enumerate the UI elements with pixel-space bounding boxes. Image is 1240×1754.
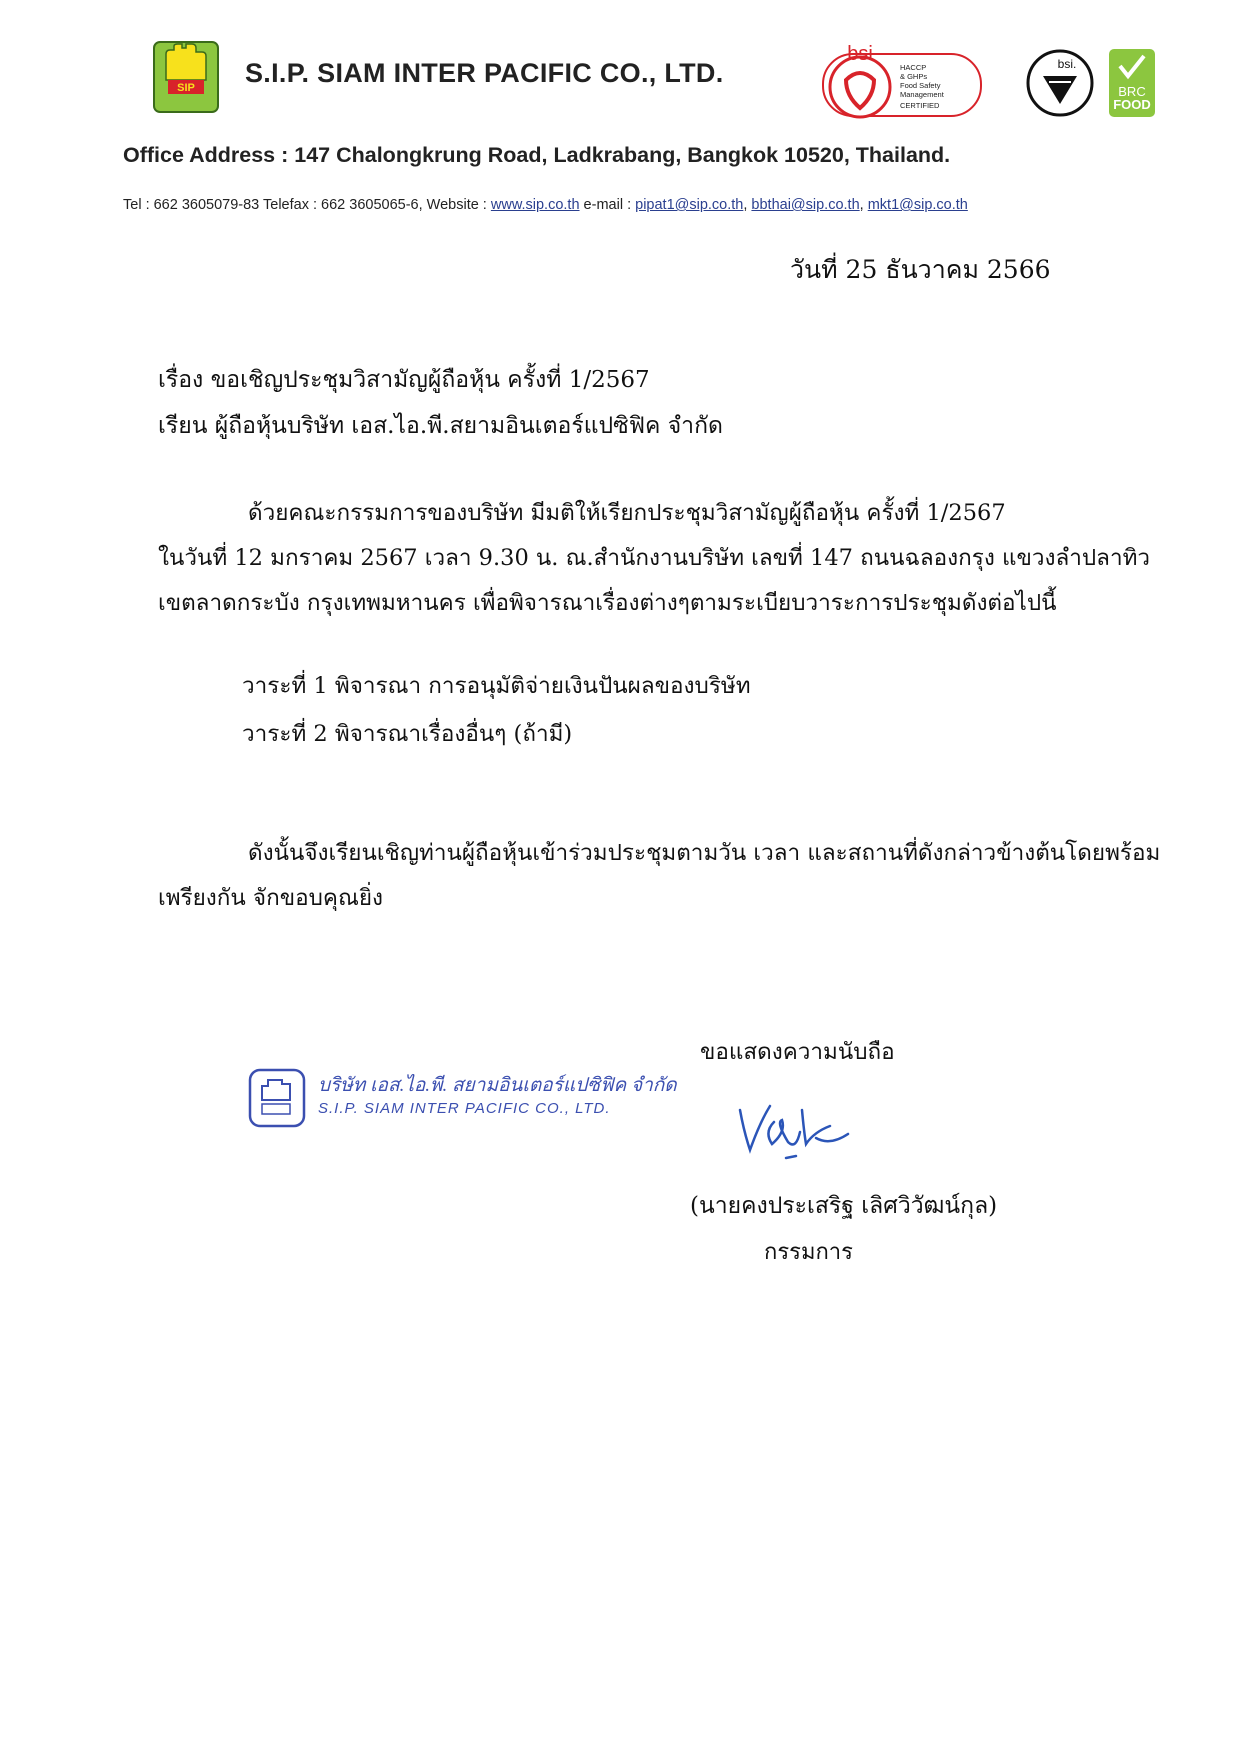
logo-text: SIP [177,82,195,94]
stamp-english-text: S.I.P. SIAM INTER PACIFIC CO., LTD. [318,1100,611,1117]
haccp-line: CERTIFIED [900,101,940,110]
signer-name: (นายคงประเสริฐ เลิศวิวัฒน์กุล) [690,1193,998,1219]
office-address: Office Address : 147 Chalongkrung Road, Ladkrabang, Bangkok 10520, Thailand. [123,143,951,167]
stamp-thai-text: บริษัท เอส.ไอ.พี. สยามอินเตอร์แปซิฟิค จำกัด [318,1075,677,1096]
handwritten-signature [730,1092,870,1162]
haccp-line: & GHPs [900,72,928,81]
contact-line: Tel : 662 3605079-83 Telefax : 662 3605065-6, Website : www.sip.co.th e-mail : pipat1@sip.co.th, bbthai@sip.co.th, mkt1@sip.co.th [123,197,968,213]
contact-prefix: Tel : 662 3605079-83 Telefax : 662 3605065-6, Website : [123,197,491,213]
closing-text: ขอแสดงความนับถือ [700,1039,895,1065]
agenda-item-2: วาระที่ 2 พิจารณาเรื่องอื่นๆ (ถ้ามี) [242,721,573,747]
haccp-line: HACCP [900,63,927,72]
email-label: e-mail : [579,197,636,213]
email-link-2[interactable]: bbthai@sip.co.th [751,197,860,213]
haccp-line: Management [900,90,944,99]
company-name: S.I.P. SIAM INTER PACIFIC CO., LTD. [245,58,724,88]
paragraph-line: ในวันที่ 12 มกราคม 2567 เวลา 9.30 น. ณ.สำนักงานบริษัท เลขที่ 147 ถนนฉลองกรุง แขวงลำปลาทิว [158,545,1151,571]
brc-line: FOOD [1113,97,1151,112]
letter-date: วันที่ 25 ธันวาคม 2566 [790,255,1051,284]
bsi-haccp-cert-logo [820,40,985,122]
brc-food-cert-logo [1108,48,1156,118]
paragraph-line: ด้วยคณะกรรมการของบริษัท มีมติให้เรียกประชุมวิสามัญผู้ถือหุ้น ครั้งที่ 1/2567 [248,500,1006,526]
body-paragraph-2 [158,831,1161,921]
email-link-3[interactable]: mkt1@sip.co.th [867,197,968,213]
brc-line: BRC [1118,84,1146,99]
paragraph-line: เพรียงกัน จักขอบคุณยิ่ง [158,885,384,911]
letter-subject: เรื่อง ขอเชิญประชุมวิสามัญผู้ถือหุ้น ครั้งที่ 1/2567 [158,367,650,393]
agenda-item-1: วาระที่ 1 พิจารณา การอนุมัติจ่ายเงินปันผลของบริษัท [242,673,751,699]
paragraph-line: ดังนั้นจึงเรียนเชิญท่านผู้ถือหุ้นเข้าร่วมประชุมตามวัน เวลา และสถานที่ดังกล่าวข้างต้นโดยพร้อม [248,840,1161,866]
bsi-label: bsi [847,43,873,65]
sip-company-logo [152,40,220,114]
email-link-1[interactable]: pipat1@sip.co.th [635,197,744,213]
website-link[interactable]: www.sip.co.th [490,197,580,213]
bsi-kitemark-logo [1025,48,1095,118]
signer-position: กรรมการ [764,1240,853,1265]
haccp-line: Food Safety [900,81,941,90]
letter-recipient: เรียน ผู้ถือหุ้นบริษัท เอส.ไอ.พี.สยามอินเตอร์แปซิฟิค จำกัด [158,413,723,439]
body-paragraph-1 [158,491,1151,626]
bsi2-label: bsi. [1057,57,1077,71]
paragraph-line: เขตลาดกระบัง กรุงเทพมหานคร เพื่อพิจารณาเรื่องต่างๆตามระเบียบวาระการประชุมดังต่อไปนี้ [158,590,1057,616]
